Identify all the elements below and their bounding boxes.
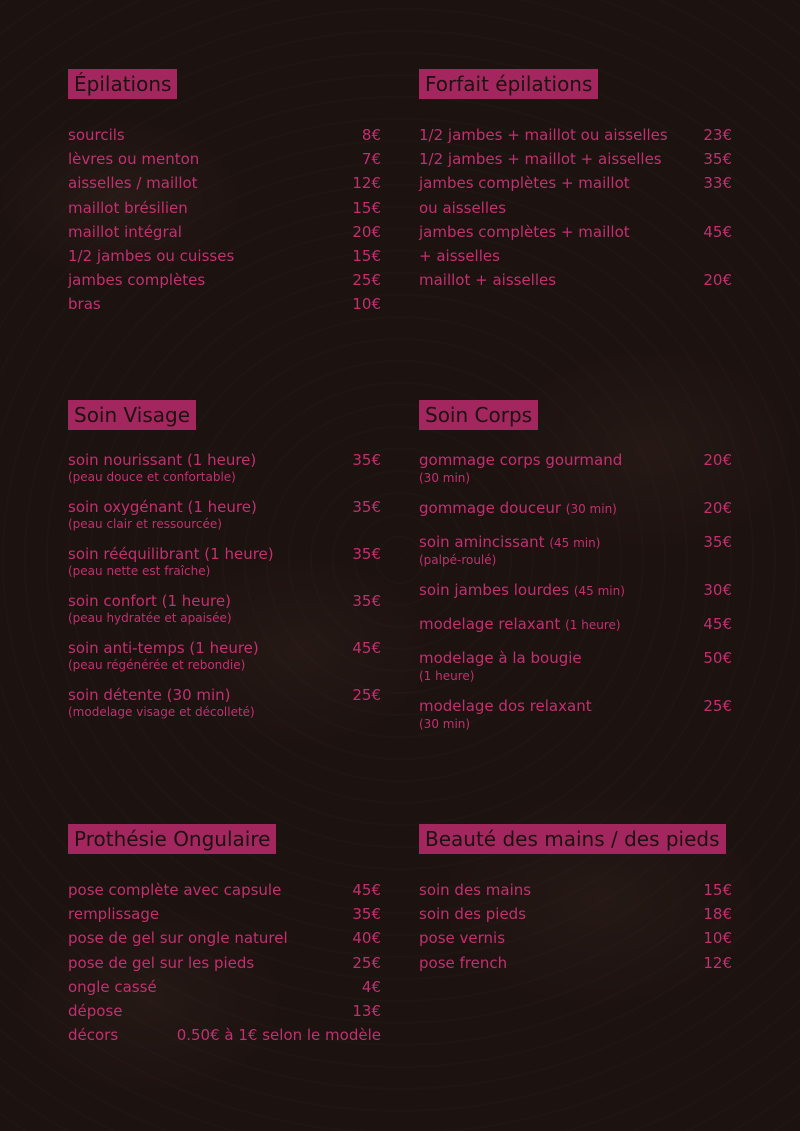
item-name: pose de gel sur les pieds	[68, 953, 255, 972]
item-name: + aisselles	[419, 247, 500, 266]
item-price: 45€	[352, 639, 381, 657]
item-price: 35€	[352, 592, 381, 610]
list-item	[419, 268, 732, 292]
list-item	[68, 171, 381, 195]
item-name: décors	[68, 1026, 119, 1045]
item-name: soin détente (30 min)	[68, 686, 231, 704]
item-duration: (45 min)	[549, 536, 601, 550]
item-description: (peau nette est fraîche)	[68, 564, 211, 578]
list-item	[68, 999, 381, 1023]
item-price: 30€	[703, 581, 732, 599]
item-name: soin jambes lourdes	[419, 581, 570, 599]
item-name: modelage relaxant	[419, 615, 561, 633]
list-item	[68, 147, 381, 171]
list-item	[419, 926, 732, 950]
list-item	[419, 878, 732, 902]
list-item	[68, 244, 381, 268]
section-soin-visage	[68, 400, 381, 734]
list-item	[68, 687, 381, 720]
list-item	[68, 902, 381, 926]
list-item	[68, 499, 381, 532]
item-price: 20€	[703, 499, 732, 517]
item-description: (modelage visage et décolleté)	[68, 705, 255, 719]
item-price: 45€	[352, 881, 381, 899]
item-name: 1/2 jambes ou cuisses	[68, 247, 235, 266]
item-price: 8€	[361, 126, 381, 144]
item-duration: (30 min)	[565, 502, 617, 516]
item-price: 20€	[352, 222, 381, 241]
item-price: 13€	[352, 1002, 381, 1021]
item-price: 25€	[703, 697, 732, 715]
section-title: Beauté des mains / des pieds	[419, 824, 726, 854]
item-description: (palpé-roulé)	[419, 553, 497, 567]
section-prothesie-ongulaire	[68, 824, 381, 1047]
item-description: (1 heure)	[419, 669, 475, 683]
item-price: 10€	[703, 929, 732, 948]
item-name: pose complète avec capsule	[68, 881, 282, 899]
list-item	[68, 196, 381, 220]
item-name: bras	[68, 295, 101, 314]
item-name: modelage dos relaxant	[419, 697, 592, 715]
list-item	[68, 1023, 381, 1047]
item-name: soin confort (1 heure)	[68, 592, 231, 610]
section-beaute-mains-pieds	[419, 824, 732, 975]
item-price: 45€	[703, 615, 732, 633]
list-item	[419, 171, 732, 195]
item-name: soin rééquilibrant (1 heure)	[68, 545, 274, 563]
item-price: 35€	[352, 905, 381, 924]
section-title: Épilations	[68, 69, 177, 99]
item-name: remplissage	[68, 905, 160, 924]
item-name: pose de gel sur ongle naturel	[68, 929, 288, 948]
item-price: 35€	[352, 545, 381, 563]
item-name: gommage corps gourmand	[419, 451, 623, 469]
list-item	[68, 975, 381, 999]
item-name: soin des mains	[419, 881, 532, 899]
item-price: 23€	[703, 126, 732, 144]
item-name: jambes complètes + maillot	[419, 174, 630, 193]
list-item	[68, 292, 381, 316]
list-item	[68, 878, 381, 902]
list-item	[419, 244, 732, 268]
item-name: 1/2 jambes + maillot ou aisselles	[419, 126, 668, 144]
item-duration: (1 heure)	[565, 618, 621, 632]
list-item	[419, 196, 732, 220]
item-name: soin nourissant (1 heure)	[68, 451, 257, 469]
item-name: pose french	[419, 953, 508, 972]
list-item	[68, 220, 381, 244]
item-name: lèvres ou menton	[68, 150, 200, 169]
item-price: 45€	[703, 222, 732, 241]
item-price: 50€	[703, 649, 732, 667]
item-name: sourcils	[68, 126, 125, 144]
list-item	[419, 452, 732, 486]
list-item	[68, 951, 381, 975]
item-price: 12€	[352, 174, 381, 193]
item-description: (peau douce et confortable)	[68, 470, 236, 484]
list-item	[419, 902, 732, 926]
list-item	[68, 640, 381, 673]
item-name: jambes complètes + maillot	[419, 222, 630, 241]
section-forfait-epilations	[419, 69, 732, 292]
list-item	[419, 534, 732, 568]
list-item	[419, 582, 732, 600]
list-item	[68, 123, 381, 147]
item-name: ou aisselles	[419, 198, 507, 217]
list-item	[419, 650, 732, 684]
list-item	[68, 546, 381, 579]
item-price: 35€	[703, 150, 732, 169]
item-name: dépose	[68, 1002, 123, 1021]
item-name: soin des pieds	[419, 905, 527, 924]
item-price: 35€	[352, 498, 381, 516]
item-price: 10€	[352, 295, 381, 314]
item-price: 25€	[352, 686, 381, 704]
item-name: pose vernis	[419, 929, 506, 948]
item-price: 35€	[703, 533, 732, 551]
item-price: 35€	[352, 451, 381, 469]
item-price: 25€	[352, 271, 381, 290]
item-price: 15€	[352, 198, 381, 217]
item-price: 25€	[352, 953, 381, 972]
item-duration: (45 min)	[573, 584, 625, 598]
item-name: ongle cassé	[68, 977, 157, 996]
item-price: 40€	[352, 929, 381, 948]
item-name: 1/2 jambes + maillot + aisselles	[419, 150, 662, 169]
item-description: (peau régénérée et rebondie)	[68, 658, 246, 672]
item-name: jambes complètes	[68, 271, 206, 290]
section-soin-corps	[419, 400, 732, 746]
section-title: Soin Corps	[419, 400, 538, 430]
list-item	[419, 500, 732, 518]
section-epilations	[68, 69, 381, 317]
item-price: 33€	[703, 174, 732, 193]
item-name: gommage douceur	[419, 499, 561, 517]
item-price: 20€	[703, 271, 732, 290]
list-item	[419, 220, 732, 244]
list-item	[68, 926, 381, 950]
list-item	[68, 452, 381, 485]
item-price: 0.50€ à 1€ selon le modèle	[176, 1026, 381, 1045]
item-name: aisselles / maillot	[68, 174, 198, 193]
list-item	[419, 698, 732, 732]
list-item	[68, 593, 381, 626]
list-item	[419, 123, 732, 147]
list-item	[419, 616, 732, 634]
item-price: 7€	[361, 150, 381, 169]
section-title: Prothésie Ongulaire	[68, 824, 276, 854]
item-price: 15€	[703, 881, 732, 899]
item-price: 20€	[703, 451, 732, 469]
item-description: (30 min)	[419, 471, 471, 485]
item-name: maillot intégral	[68, 222, 182, 241]
item-name: soin anti-temps (1 heure)	[68, 639, 259, 657]
section-title: Soin Visage	[68, 400, 196, 430]
item-name: maillot + aisselles	[419, 271, 557, 290]
item-description: (peau clair et ressourcée)	[68, 517, 222, 531]
item-description: (peau hydratée et apaisée)	[68, 611, 232, 625]
list-item	[68, 268, 381, 292]
item-description: (30 min)	[419, 717, 471, 731]
list-item	[419, 951, 732, 975]
item-price: 12€	[703, 953, 732, 972]
item-price: 15€	[352, 247, 381, 266]
item-name: maillot brésilien	[68, 198, 188, 217]
item-name: soin oxygénant (1 heure)	[68, 498, 257, 516]
item-price: 4€	[361, 977, 381, 996]
item-name: soin amincissant	[419, 533, 545, 551]
item-price: 18€	[703, 905, 732, 924]
section-title: Forfait épilations	[419, 69, 598, 99]
list-item	[419, 147, 732, 171]
item-name: modelage à la bougie	[419, 649, 582, 667]
